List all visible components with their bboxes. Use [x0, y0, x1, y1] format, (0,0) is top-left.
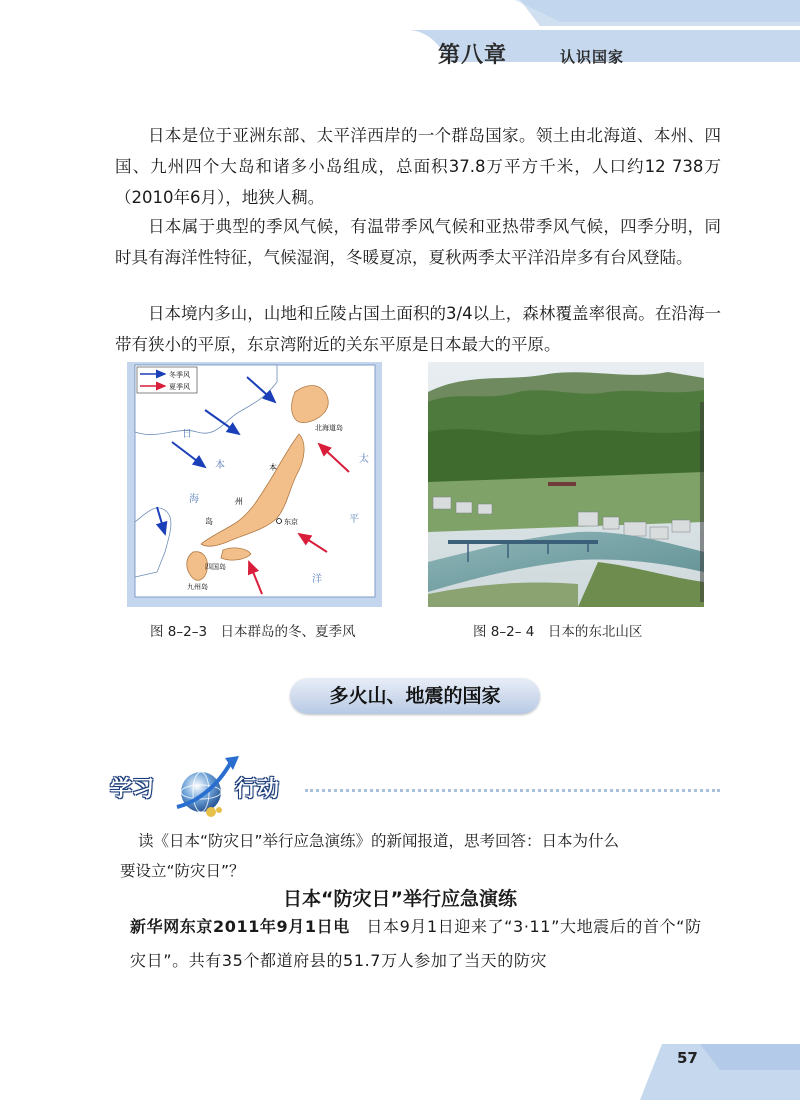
header-band [0, 0, 800, 90]
chapter-title: 认识国家 [560, 48, 625, 66]
label-sea-of-japan: 日 [182, 429, 192, 440]
label-honshu: 州 [235, 497, 243, 506]
label-pacific-ocean: 平 [349, 514, 359, 525]
label-pacific-ocean: 洋 [312, 574, 322, 585]
label-honshu: 岛 [205, 517, 213, 526]
question-line-1: 读《日本“防灾日”举行应急演练》的新闻报道，思考回答：日本为什么 [138, 832, 620, 850]
footer-band [0, 1030, 800, 1120]
map-caption: 图 8–2–3 日本群岛的冬、夏季风 [150, 624, 356, 640]
dotted-divider [305, 789, 720, 792]
news-title: 日本“防灾日”举行应急演练 [283, 888, 517, 910]
chapter-number: 第八章 [438, 43, 508, 68]
learning-action-banner [105, 752, 715, 822]
paragraph-overview: 日本是位于亚洲东部、太平洋西岸的一个群岛国家。领土由北海道、本州、四国、九州四个大岛和诸多小岛组成，总面积37.8万平方千米，人口约12 738万（2010年6月），地狭人稠。 [115, 126, 721, 207]
page-number: 57 [677, 1049, 698, 1067]
tohoku-mountain-photo [428, 362, 704, 607]
activity-label-act: 行动 [235, 777, 280, 802]
activity-label-learn: 学习 [110, 777, 155, 802]
legend-summer-label: 夏季风 [169, 383, 190, 391]
label-tokyo: 东京 [284, 518, 298, 526]
label-hokkaido: 北海道岛 [315, 424, 343, 432]
paragraph-climate: 日本属于典型的季风气候，有温带季风气候和亚热带季风气候，四季分明，同时具有海洋性特征，气候湿润，冬暖夏凉，夏秋两季太平洋沿岸多有台风登陆。 [115, 217, 721, 267]
question-line-2: 要设立“防灾日”？ [120, 862, 245, 880]
news-dateline: 新华网东京2011年9月1日电 [130, 917, 350, 936]
label-sea-of-japan: 本 [215, 460, 225, 471]
label-sea-of-japan: 海 [189, 494, 199, 505]
activity-question [120, 826, 708, 886]
paragraph-terrain: 日本境内多山，山地和丘陵占国土面积的3/4以上，森林覆盖率很高。在沿海一带有狭小的平原，东京湾附近的关东平原是日本最大的平原。 [115, 304, 721, 354]
label-honshu: 本 [269, 463, 277, 472]
label-pacific-ocean: 太 [359, 454, 369, 465]
news-body [130, 910, 712, 978]
news-text: 日本9月1日迎来了“3·11”大地震后的首个“防灾日”。共有35个都道府县的51.7万人参加了当天的防灾 [130, 917, 702, 970]
label-shikoku: 四国岛 [205, 563, 226, 571]
legend-winter-label: 冬季风 [169, 371, 190, 379]
section-title: 多火山、地震的国家 [290, 678, 540, 714]
japan-monsoon-map [127, 362, 382, 607]
label-kyushu: 九州岛 [187, 583, 208, 591]
photo-caption: 图 8–2– 4 日本的东北山区 [473, 624, 643, 640]
